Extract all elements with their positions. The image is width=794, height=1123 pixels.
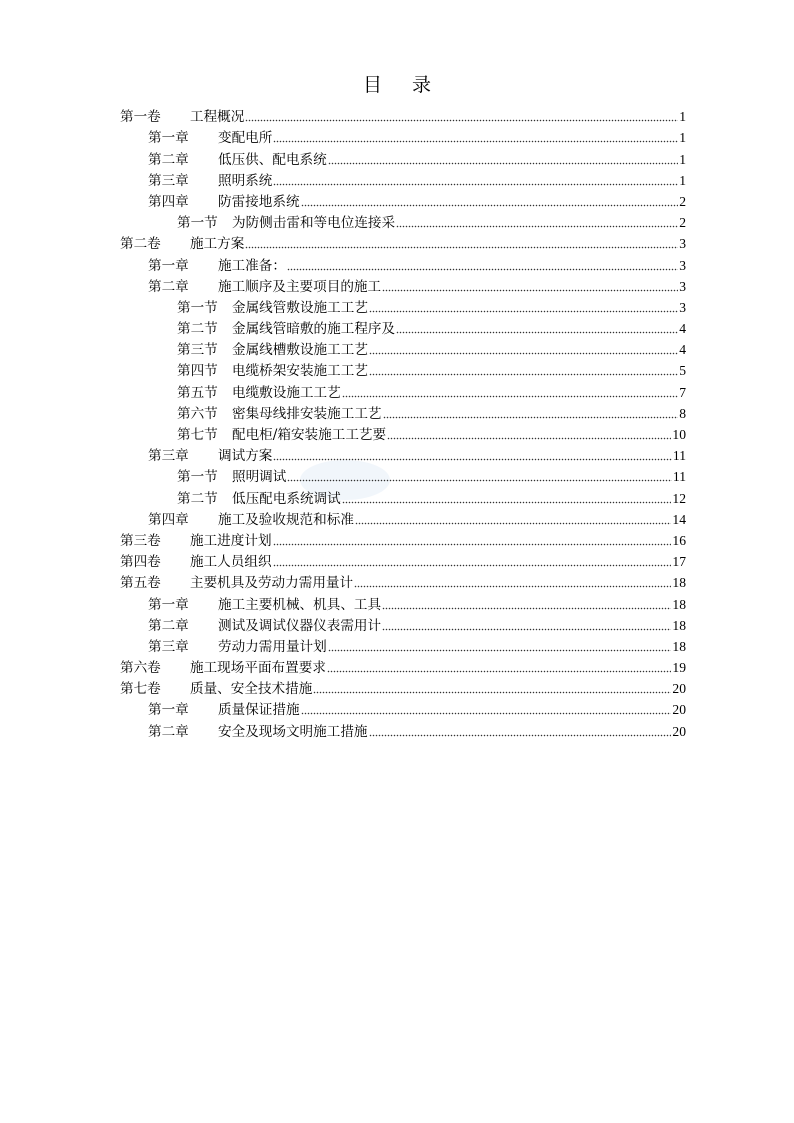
toc-entry[interactable] xyxy=(120,125,686,146)
toc-entry-number: 第六卷 xyxy=(120,660,161,677)
toc-dot-leader xyxy=(369,310,678,313)
toc-entry-title: 低压配电系统调试 xyxy=(232,490,341,507)
toc-dot-leader xyxy=(369,373,678,376)
toc-entry[interactable] xyxy=(120,104,686,125)
toc-entry-page: 3 xyxy=(679,257,686,273)
toc-dot-leader xyxy=(342,501,672,504)
toc-dot-leader xyxy=(328,649,672,652)
toc-entry-page: 3 xyxy=(679,278,686,294)
toc-dot-leader xyxy=(396,331,678,334)
toc-entry-title: 金属线槽敷设施工工艺 xyxy=(232,342,368,359)
toc-entry-number: 第二章 xyxy=(148,278,189,295)
toc-entry[interactable] xyxy=(120,231,686,252)
toc-entry-number: 第五卷 xyxy=(120,575,161,592)
toc-entry-number: 第六节 xyxy=(177,405,218,422)
toc-entry-number: 第二章 xyxy=(148,723,189,740)
toc-entry[interactable] xyxy=(120,591,686,612)
toc-entry-number: 第二章 xyxy=(148,151,189,168)
toc-entry-title: 质量、安全技术措施 xyxy=(190,681,313,698)
toc-dot-leader xyxy=(328,162,678,165)
toc-entry-title: 安全及现场文明施工措施 xyxy=(218,723,368,740)
toc-entry-title: 金属线管敷设施工工艺 xyxy=(232,299,368,316)
toc-entry[interactable] xyxy=(120,507,686,528)
toc-entry-title: 质量保证措施 xyxy=(218,702,300,719)
toc-entry-number: 第一章 xyxy=(148,257,189,274)
toc-entry-number: 第二章 xyxy=(148,617,189,634)
toc-dot-leader xyxy=(383,416,679,419)
toc-dot-leader xyxy=(396,225,678,228)
toc-entry[interactable] xyxy=(120,316,686,337)
toc-entry-number: 第三卷 xyxy=(120,532,161,549)
toc-entry-number: 第一卷 xyxy=(120,109,161,126)
toc-entry-title: 低压供、配电系统 xyxy=(218,151,327,168)
toc-entry[interactable] xyxy=(120,464,686,485)
toc-entry[interactable] xyxy=(120,422,686,443)
toc-entry-title: 施工主要机械、机具、工具 xyxy=(218,596,382,613)
toc-entry-page: 18 xyxy=(672,617,686,633)
toc-entry[interactable] xyxy=(120,168,686,189)
toc-dot-leader xyxy=(301,204,679,207)
toc-entry-title: 调试方案 xyxy=(218,448,273,465)
toc-dot-leader xyxy=(313,691,671,694)
toc-dot-leader xyxy=(355,522,671,525)
toc-entry-page: 11 xyxy=(672,448,686,464)
toc-entry[interactable] xyxy=(120,655,686,676)
toc-entry[interactable] xyxy=(120,358,686,379)
toc-entry-page: 3 xyxy=(679,236,686,252)
toc-entry-page: 1 xyxy=(679,130,686,146)
toc-entry-number: 第四节 xyxy=(177,363,218,380)
toc-entry[interactable] xyxy=(120,189,686,210)
toc-dot-leader xyxy=(273,564,672,567)
toc-entry[interactable] xyxy=(120,274,686,295)
toc-dot-leader xyxy=(369,734,672,737)
toc-entry-number: 第一章 xyxy=(148,130,189,147)
toc-entry-number: 第三章 xyxy=(148,448,189,465)
toc-dot-leader xyxy=(273,140,678,143)
toc-entry[interactable] xyxy=(120,337,686,358)
toc-entry[interactable] xyxy=(120,634,686,655)
toc-entry-number: 第一章 xyxy=(148,596,189,613)
toc-dot-leader xyxy=(387,437,671,440)
toc-entry-title: 电缆桥架安装施工工艺 xyxy=(232,363,368,380)
toc-entry-title: 施工方案 xyxy=(190,236,245,253)
toc-entry-title: 施工人员组织 xyxy=(190,554,272,571)
toc-entry-number: 第七卷 xyxy=(120,681,161,698)
toc-dot-leader xyxy=(382,628,671,631)
toc-entry-number: 第一节 xyxy=(177,299,218,316)
toc-entry-title: 测试及调试仪器仪表需用计 xyxy=(218,617,382,634)
toc-entry-number: 第五节 xyxy=(177,384,218,401)
toc-entry[interactable] xyxy=(120,295,686,316)
toc-entry-number: 第三章 xyxy=(148,638,189,655)
toc-dot-leader xyxy=(342,395,678,398)
toc-entry-number: 第三章 xyxy=(148,172,189,189)
toc-dot-leader xyxy=(382,289,678,292)
toc-dot-leader xyxy=(327,670,671,673)
toc-entry-page: 20 xyxy=(672,702,686,718)
toc-entry[interactable] xyxy=(120,676,686,697)
toc-entry-page: 3 xyxy=(679,299,686,315)
toc-entry-page: 16 xyxy=(672,532,686,548)
page-title: 目 录 xyxy=(362,74,444,96)
toc-entry-page: 18 xyxy=(672,596,686,612)
toc-entry-number: 第二节 xyxy=(177,321,218,338)
toc-entry-page: 20 xyxy=(672,723,686,739)
toc-entry-page: 18 xyxy=(672,575,686,591)
toc-entry[interactable] xyxy=(120,549,686,570)
toc-entry-number: 第四卷 xyxy=(120,554,161,571)
toc-entry-title: 施工进度计划 xyxy=(190,532,272,549)
toc-entry[interactable] xyxy=(120,697,686,718)
toc-entry-title: 密集母线排安装施工工艺 xyxy=(232,405,382,422)
toc-entry-title: 电缆敷设施工工艺 xyxy=(232,384,341,401)
toc-entry-number: 第二节 xyxy=(177,490,218,507)
toc-entry-title: 照明系统 xyxy=(218,172,273,189)
toc-entry-title: 施工及验收规范和标准 xyxy=(218,511,354,528)
toc-entry[interactable] xyxy=(120,485,686,506)
toc-entry-number: 第四章 xyxy=(148,193,189,210)
toc-entry-title: 施工顺序及主要项目的施工 xyxy=(218,278,382,295)
toc-entry-title: 照明调试 xyxy=(232,469,287,486)
toc-entry-title: 金属线管暗敷的施工程序及 xyxy=(232,321,396,338)
toc-entry-page: 4 xyxy=(679,342,686,358)
toc-entry-page: 2 xyxy=(679,193,686,209)
toc-dot-leader xyxy=(354,585,671,588)
toc-entry-page: 1 xyxy=(679,109,686,125)
toc-entry-page: 19 xyxy=(672,660,686,676)
toc-entry[interactable] xyxy=(120,570,686,591)
toc-entry-page: 4 xyxy=(679,321,686,337)
toc-entry-number: 第一章 xyxy=(148,702,189,719)
toc-dot-leader xyxy=(301,712,672,715)
toc-entry-title: 变配电所 xyxy=(218,130,273,147)
toc-dot-leader xyxy=(245,119,678,122)
toc-entry-page: 7 xyxy=(679,384,686,400)
toc-entry-page: 18 xyxy=(672,638,686,654)
toc-entry-page: 10 xyxy=(672,427,686,442)
toc-entry[interactable] xyxy=(120,528,686,549)
toc-entry-title: 主要机具及劳动力需用量计 xyxy=(190,575,354,592)
toc-entry-page: 14 xyxy=(672,511,686,527)
toc-dot-leader xyxy=(369,352,678,355)
toc-entry-number: 第一节 xyxy=(177,469,218,486)
toc-entry[interactable] xyxy=(120,379,686,400)
toc-dot-leader xyxy=(287,479,672,482)
toc-entry[interactable] xyxy=(120,613,686,634)
toc-entry-number: 第四章 xyxy=(148,511,189,528)
toc-entry-title: 配电柜/箱安装施工工艺要 xyxy=(232,427,387,443)
toc-entry-page: 11 xyxy=(672,469,686,485)
toc-entry-page: 1 xyxy=(679,151,686,167)
toc-entry-number: 第七节 xyxy=(177,427,218,443)
toc-entry-page: 5 xyxy=(679,363,686,379)
toc-entry[interactable] xyxy=(120,401,686,422)
toc-entry-page: 1 xyxy=(679,172,686,188)
toc-entry-number: 第一节 xyxy=(177,215,218,232)
toc-entry-page: 8 xyxy=(679,405,686,421)
toc-dot-leader xyxy=(287,268,678,271)
toc-dot-leader xyxy=(245,246,678,249)
table-of-contents xyxy=(120,104,686,740)
toc-entry-title: 防雷接地系统 xyxy=(218,193,300,210)
toc-dot-leader xyxy=(273,183,678,186)
toc-entry[interactable] xyxy=(120,146,686,167)
toc-entry-title: 施工准备： xyxy=(218,257,286,274)
toc-entry-number: 第三节 xyxy=(177,342,218,359)
toc-entry[interactable] xyxy=(120,252,686,273)
toc-entry-title: 工程概况 xyxy=(190,109,245,126)
toc-entry[interactable] xyxy=(120,718,686,739)
toc-entry-page: 12 xyxy=(672,490,686,506)
toc-entry-title: 为防侧击雷和等电位连接采 xyxy=(232,215,396,232)
toc-entry[interactable] xyxy=(120,210,686,231)
toc-entry[interactable] xyxy=(120,443,686,464)
toc-entry-page: 20 xyxy=(672,681,686,697)
toc-dot-leader xyxy=(273,543,672,546)
toc-entry-page: 2 xyxy=(679,215,686,231)
toc-entry-title: 劳动力需用量计划 xyxy=(218,638,327,655)
toc-dot-leader xyxy=(273,458,672,461)
toc-dot-leader xyxy=(382,607,671,610)
toc-entry-page: 17 xyxy=(672,554,686,570)
toc-entry-number: 第二卷 xyxy=(120,236,161,253)
toc-entry-title: 施工现场平面布置要求 xyxy=(190,660,326,677)
